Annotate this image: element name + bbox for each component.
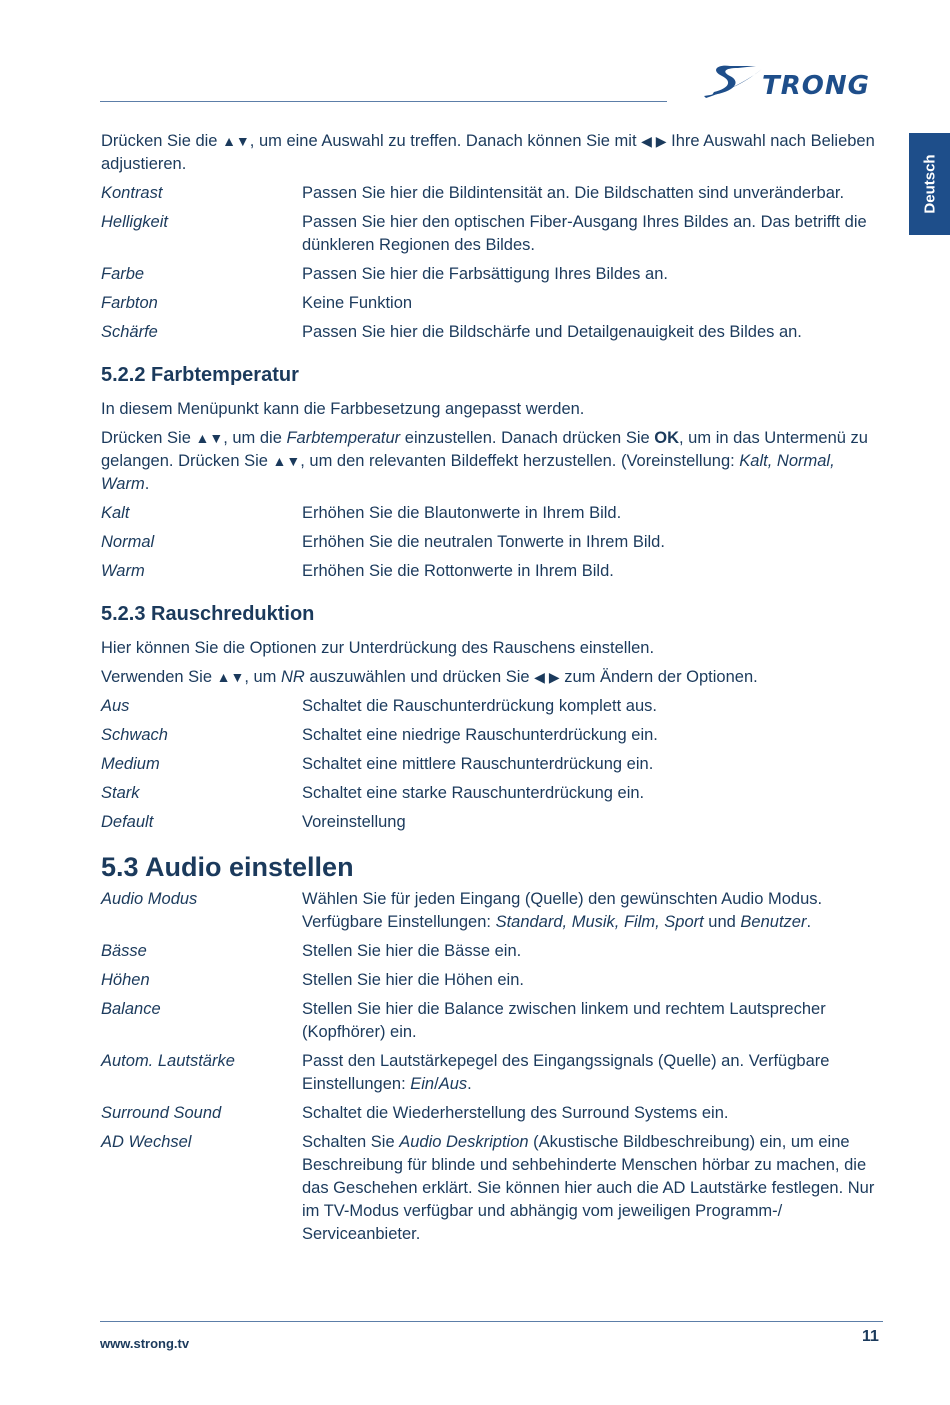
definition-row <box>101 1102 886 1125</box>
desc-emphasis: Audio Deskription <box>399 1133 529 1151</box>
left-right-arrows-icon: ◀ ▶ <box>641 133 667 149</box>
definition-row <box>101 695 886 718</box>
up-down-arrows-icon: ▲▼ <box>195 430 224 446</box>
desc-text: . <box>806 913 812 931</box>
footer-rule <box>100 1321 883 1322</box>
definition-desc <box>302 1131 886 1246</box>
farbtemperatur-list <box>101 502 886 583</box>
intro-paragraph <box>101 130 886 176</box>
language-tab-label: Deutsch <box>921 154 938 214</box>
definition-term: Farbton <box>101 294 158 312</box>
definition-desc: Schaltet eine starke Rauschunterdrückung ein. <box>302 784 645 802</box>
definition-term: Schwach <box>101 726 168 744</box>
audio-settings-list <box>101 888 886 1246</box>
definition-term: Schärfe <box>101 323 158 341</box>
definition-term: Default <box>101 813 154 831</box>
definition-row <box>101 182 886 205</box>
instruction-text: , um die <box>223 429 287 447</box>
definition-term: Stark <box>101 784 140 802</box>
definition-term: Aus <box>101 697 130 715</box>
definition-row <box>101 321 886 344</box>
definition-desc: Erhöhen Sie die Rottonwerte in Ihrem Bild. <box>302 562 614 580</box>
section-heading-audio: 5.3 Audio einstellen <box>101 852 354 882</box>
header-rule <box>100 101 667 102</box>
instruction-text: , um in das Untermenü zu gelangen. Drücken Sie <box>101 429 868 470</box>
definition-row <box>101 263 886 286</box>
desc-text: / <box>434 1075 439 1093</box>
definition-term: Balance <box>101 1000 161 1018</box>
definition-term: Medium <box>101 755 160 773</box>
instruction-text: , um den relevanten Bildeffekt herzustellen. (Voreinstellung: <box>300 452 740 470</box>
definition-row <box>101 531 886 554</box>
definition-row <box>101 969 886 992</box>
desc-emphasis: Standard, Musik, Film, Sport <box>495 913 704 931</box>
definition-row <box>101 1131 886 1246</box>
desc-text: (Akustische Bildbeschreibung) ein, um eine Beschreibung für blinde und sehbehinderte Menschen hörbar zu machen, die das Geschehen erklärt. Sie können hier auch die AD Lautstärke festlegen. Nur im TV-Modus verfügbar und abhängig vom jeweiligen Programm-/ Serviceanbieter. <box>302 1133 875 1243</box>
definition-row <box>101 502 886 525</box>
intro-text: Ihre Auswahl nach Belieben adjustieren. <box>101 132 875 173</box>
definition-desc: Voreinstellung <box>302 813 406 831</box>
definition-row <box>101 940 886 963</box>
definition-desc: Erhöhen Sie die neutralen Tonwerte in Ihrem Bild. <box>302 533 665 551</box>
definition-term: Höhen <box>101 971 150 989</box>
definition-term: Helligkeit <box>101 213 168 231</box>
instruction-text: einzustellen. Danach drücken Sie <box>400 429 655 447</box>
definition-desc <box>302 888 886 934</box>
definition-row <box>101 888 886 934</box>
section-heading-rauschreduktion: 5.2.3 Rauschreduktion <box>101 603 315 625</box>
farbtemperatur-instructions <box>101 427 886 496</box>
footer-url-link[interactable]: www.strong.tv <box>100 1336 190 1351</box>
instruction-text: Drücken Sie <box>101 429 196 447</box>
definition-desc: Schaltet eine mittlere Rauschunterdrückung ein. <box>302 755 654 773</box>
definition-term: AD Wechsel <box>101 1133 192 1151</box>
picture-settings-list <box>101 182 886 344</box>
definition-desc <box>302 1050 886 1096</box>
instruction-text: auszuwählen und drücken Sie <box>304 668 535 686</box>
desc-emphasis: Ein <box>410 1075 435 1093</box>
definition-desc: Erhöhen Sie die Blautonwerte in Ihrem Bild. <box>302 504 622 522</box>
definition-desc: Passen Sie hier die Farbsättigung Ihres Bildes an. <box>302 265 668 283</box>
definition-term: Normal <box>101 533 155 551</box>
intro-text: , um eine Auswahl zu treffen. Danach können Sie mit <box>249 132 642 150</box>
definition-term: Kalt <box>101 504 130 522</box>
definition-term: Warm <box>101 562 145 580</box>
definition-row <box>101 724 886 747</box>
page-content <box>101 130 886 1252</box>
ok-key-label: OK <box>654 429 680 447</box>
definition-desc: Stellen Sie hier die Höhen ein. <box>302 971 524 989</box>
instruction-emphasis: NR <box>281 668 305 686</box>
definition-desc: Schaltet eine niedrige Rauschunterdrückung ein. <box>302 726 658 744</box>
definition-term: Audio Modus <box>101 890 198 908</box>
definition-desc: Keine Funktion <box>302 294 413 312</box>
section-heading-farbtemperatur: 5.2.2 Farbtemperatur <box>101 364 299 386</box>
farbtemperatur-paragraph: In diesem Menüpunkt kann die Farbbesetzung angepasst werden. <box>101 400 585 418</box>
desc-text: und <box>703 913 741 931</box>
definition-desc: Passen Sie hier die Bildschärfe und Detailgenauigkeit des Bildes an. <box>302 323 802 341</box>
rauschreduktion-instructions <box>101 666 886 689</box>
definition-row <box>101 1050 886 1096</box>
strong-logo <box>700 62 885 102</box>
rauschreduktion-list <box>101 695 886 834</box>
up-down-arrows-icon: ▲▼ <box>272 453 301 469</box>
definition-desc: Stellen Sie hier die Bässe ein. <box>302 942 522 960</box>
definition-term: Farbe <box>101 265 145 283</box>
definition-row <box>101 753 886 776</box>
definition-desc: Passen Sie hier die Bildintensität an. Die Bildschatten sind unveränderbar. <box>302 184 845 202</box>
instruction-text: Verwenden Sie <box>101 668 217 686</box>
definition-row <box>101 560 886 583</box>
definition-term: Kontrast <box>101 184 163 202</box>
definition-row <box>101 782 886 805</box>
instruction-text: . <box>144 475 150 493</box>
definition-row <box>101 811 886 834</box>
instruction-emphasis: Kalt, Normal, Warm <box>101 452 835 493</box>
definition-desc: Schaltet die Wiederherstellung des Surround Systems ein. <box>302 1104 729 1122</box>
definition-desc: Schaltet die Rauschunterdrückung komplett aus. <box>302 697 657 715</box>
rauschreduktion-paragraph: Hier können Sie die Optionen zur Unterdrückung des Rauschens einstellen. <box>101 639 655 657</box>
instruction-text: zum Ändern der Optionen. <box>559 668 758 686</box>
svg-text:TRONG: TRONG <box>762 71 870 101</box>
definition-term: Bässe <box>101 942 147 960</box>
definition-row <box>101 292 886 315</box>
desc-text: Schalten Sie <box>302 1133 400 1151</box>
language-tab <box>909 133 950 235</box>
desc-text: Passt den Lautstärkepegel des Eingangssignals (Quelle) an. Verfügbare Einstellungen: <box>302 1052 830 1093</box>
definition-row <box>101 998 886 1044</box>
up-down-arrows-icon: ▲▼ <box>216 669 245 685</box>
definition-term: Surround Sound <box>101 1104 222 1122</box>
intro-text: Drücken Sie die <box>101 132 223 150</box>
desc-text: . <box>467 1075 472 1093</box>
desc-text: Wählen Sie für jeden Eingang (Quelle) den gewünschten Audio Modus. Verfügbare Einstellungen: <box>302 890 823 931</box>
desc-emphasis: Aus <box>438 1075 468 1093</box>
definition-desc: Passen Sie hier den optischen Fiber-Ausgang Ihres Bildes an. Das betrifft die dünkleren Regionen des Bildes. <box>302 213 867 254</box>
page-number: 11 <box>862 1328 879 1345</box>
definition-row <box>101 211 886 257</box>
definition-desc: Stellen Sie hier die Balance zwischen linkem und rechtem Lautsprecher (Kopfhörer) ein. <box>302 1000 826 1041</box>
desc-emphasis: Benutzer <box>740 913 807 931</box>
instruction-text: , um <box>244 668 281 686</box>
up-down-arrows-icon: ▲▼ <box>222 133 250 149</box>
instruction-emphasis: Farbtemperatur <box>286 429 401 447</box>
definition-term: Autom. Lautstärke <box>101 1052 235 1070</box>
left-right-arrows-icon: ◀ ▶ <box>534 669 560 685</box>
